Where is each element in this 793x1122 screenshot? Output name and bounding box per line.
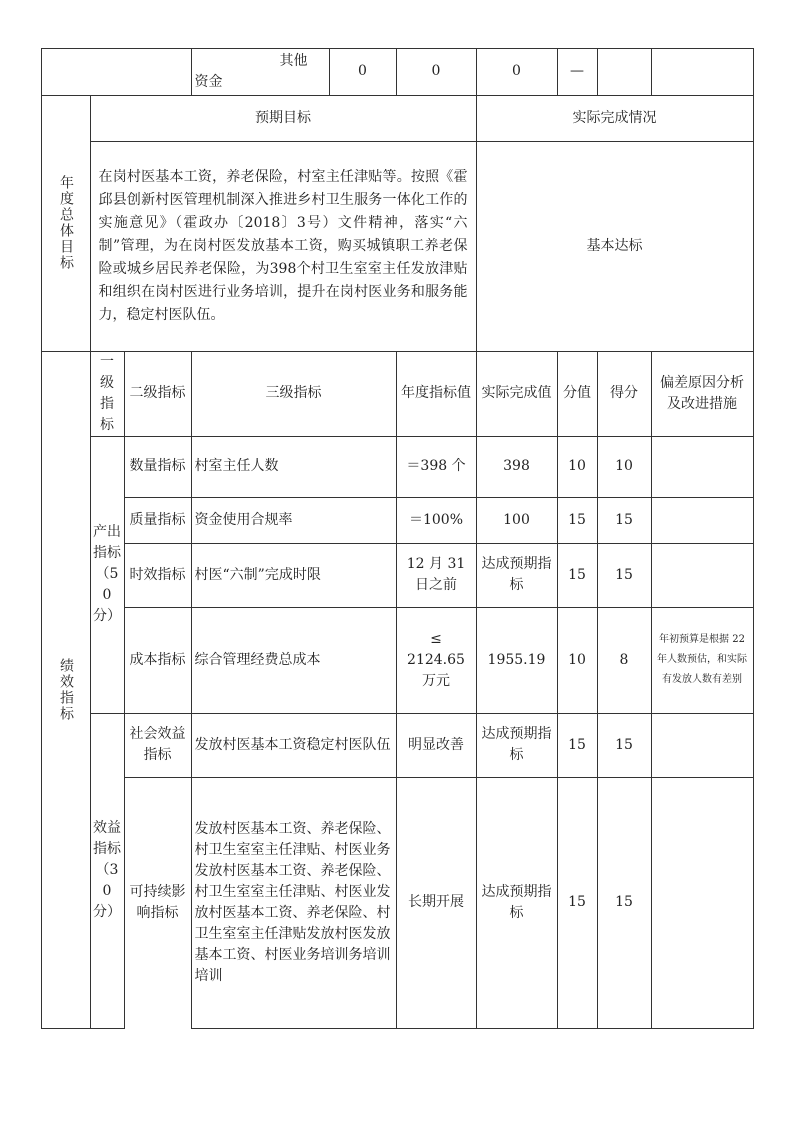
row-note [651, 436, 754, 498]
other-label: 其他 [279, 52, 308, 69]
row-weight [557, 497, 598, 544]
row-note [651, 543, 754, 608]
row-target [396, 713, 477, 778]
row-score [597, 436, 652, 498]
row-score [597, 497, 652, 544]
row-target [396, 497, 477, 544]
row-level3-text: 村室主任人数 [194, 458, 279, 474]
expected-goal-text-text: 在岗村医基本工资，养老保险，村室主任津贴等。按照《霍邱县创新村医管理机制深入推进乡村卫生服务一体化工作的实施意见》（霍政办〔2018〕3号）文件精神，落实“六制”管理，为在岗村医发放基本工资，购买城镇职工养老保险或城乡居民养老保险，为398个村卫生室室主任发放津贴和组织在岗村医进行业务培训，提升在岗村医业务和服务能力，稳定村医队伍。 [98, 168, 468, 323]
row-target [396, 436, 477, 498]
row-level3-text: 发放村医基本工资、养老保险、村卫生室室主任津贴、村医业务发放村医基本工资、养老保险、村卫生室室主任津贴、村医业发放村医基本工资、养老保险、村卫生室室主任津贴发放村医发放基本工资、村医业务培训务培训培训 [194, 820, 391, 984]
actual-status-header [476, 95, 754, 142]
row-target [396, 543, 477, 608]
group-label-benefit [90, 713, 125, 1029]
group-label-output-text: 产出指标（50分） [93, 524, 121, 624]
annual-goal-label-text: 年度总体目标 [58, 175, 74, 271]
row-level3 [191, 777, 397, 1029]
other-funds-value-text: 0 [358, 63, 367, 79]
row-weight [557, 543, 598, 608]
row-score [597, 713, 652, 778]
row-level3-text: 发放村医基本工资稳定村医队伍 [194, 736, 391, 753]
row-level3 [191, 713, 397, 778]
row-actual [476, 607, 558, 714]
row-actual-text: 1955.19 [487, 651, 546, 668]
row-level2-text: 质量指标 [129, 511, 186, 528]
actual-status-text-text: 基本达标 [586, 237, 643, 254]
column-header-text: 偏差原因分析及改进措施 [660, 374, 744, 412]
other-funds-value-text: — [570, 63, 584, 79]
row-actual-text: 达成预期指标 [481, 726, 552, 763]
column-header-text: 实际完成值 [481, 385, 552, 401]
group-label-benefit-text: 效益指标（30分） [93, 820, 121, 920]
other-funds-value [396, 48, 477, 96]
column-header [651, 351, 754, 437]
empty-cell [41, 48, 192, 96]
column-header [476, 351, 558, 437]
column-header [191, 351, 397, 437]
row-level2-text: 时效指标 [129, 566, 186, 583]
row-target [396, 777, 477, 1029]
row-actual [476, 436, 558, 498]
row-score-text: 15 [615, 894, 633, 910]
other-funds-value [329, 48, 397, 96]
row-level3 [191, 497, 397, 544]
row-score-text: 15 [615, 566, 633, 583]
row-score [597, 543, 652, 608]
expected-goal-header [90, 95, 477, 142]
row-weight [557, 777, 598, 1029]
performance-label-text: 绩效指标 [58, 657, 74, 722]
column-header-text: 得分 [610, 385, 638, 401]
group-label-output [90, 436, 125, 714]
row-level3 [191, 543, 397, 608]
row-level3 [191, 607, 397, 714]
column-header [396, 351, 477, 437]
funds-label: 资金 [194, 73, 223, 90]
row-level2 [124, 777, 192, 1029]
row-level3 [191, 436, 397, 498]
column-header-text: 三级指标 [265, 385, 322, 401]
column-header [557, 351, 598, 437]
row-level2-text: 可持续影响指标 [129, 884, 186, 921]
row-weight [557, 607, 598, 714]
row-weight-text: 15 [568, 511, 586, 528]
row-note [651, 607, 754, 714]
column-header [597, 351, 652, 437]
column-header-text: 二级指标 [129, 385, 186, 401]
row-actual-text: 100 [503, 511, 530, 528]
column-header [124, 351, 192, 437]
row-weight-text: 15 [568, 566, 586, 583]
other-funds-value-text: 0 [512, 63, 521, 79]
row-actual [476, 713, 558, 778]
row-target-text: ＝100% [408, 511, 464, 528]
other-funds-value [557, 48, 598, 96]
row-score-text: 15 [615, 736, 633, 753]
row-level2-text: 数量指标 [129, 458, 186, 474]
row-actual-text: 达成预期指标 [481, 556, 552, 593]
row-level2 [124, 497, 192, 544]
row-weight-text: 10 [568, 458, 586, 474]
row-score [597, 777, 652, 1029]
row-level2-text: 社会效益指标 [129, 726, 186, 763]
row-weight-text: 10 [568, 651, 586, 668]
row-actual [476, 777, 558, 1029]
row-weight-text: 15 [568, 736, 586, 753]
row-level2 [124, 436, 192, 498]
row-target-text: 明显改善 [408, 736, 464, 753]
other-funds-value [476, 48, 558, 96]
row-level2 [124, 713, 192, 778]
row-level2-text: 成本指标 [129, 651, 186, 668]
row-level2 [124, 543, 192, 608]
expected-goal-header-text: 预期目标 [255, 109, 311, 126]
empty-cell [651, 48, 754, 96]
row-note [651, 777, 754, 1029]
other-funds-label [191, 48, 330, 96]
empty-cell [597, 48, 652, 96]
row-actual-text: 398 [503, 458, 530, 474]
row-actual [476, 543, 558, 608]
column-header [90, 351, 125, 437]
row-note [651, 713, 754, 778]
row-level3-text: 村医“六制”完成时限 [194, 566, 321, 583]
row-weight-text: 15 [568, 894, 586, 910]
column-header-text: 一级指标 [100, 353, 114, 433]
actual-status-text [476, 141, 754, 352]
row-level2 [124, 607, 192, 714]
row-target-text: 长期开展 [408, 894, 464, 910]
row-actual [476, 497, 558, 544]
row-target-text: ＝398 个 [406, 458, 466, 474]
row-weight [557, 713, 598, 778]
row-target [396, 607, 477, 714]
performance-label [41, 351, 91, 1029]
actual-status-header-text: 实际完成情况 [572, 109, 657, 126]
row-note [651, 497, 754, 544]
annual-goal-label [41, 95, 91, 352]
row-score-text: 15 [615, 511, 633, 528]
row-actual-text: 达成预期指标 [481, 883, 552, 921]
row-target-text: ≤ 2124.65 万元 [407, 630, 465, 689]
row-score-text: 8 [619, 651, 629, 668]
column-header-text: 分值 [563, 385, 591, 401]
row-level3-text: 资金使用合规率 [194, 511, 293, 528]
column-header-text: 年度指标值 [401, 385, 471, 401]
row-target-text: 12 月 31 日之前 [406, 556, 466, 593]
row-score [597, 607, 652, 714]
other-funds-value-text: 0 [431, 63, 441, 79]
row-level3-text: 综合管理经费总成本 [194, 651, 321, 668]
row-note-text: 年初预算是根据 22 年人数预估，和实际有发放人数有差别 [657, 634, 747, 685]
row-score-text: 10 [615, 458, 633, 474]
expected-goal-text [90, 141, 477, 352]
row-weight [557, 436, 598, 498]
